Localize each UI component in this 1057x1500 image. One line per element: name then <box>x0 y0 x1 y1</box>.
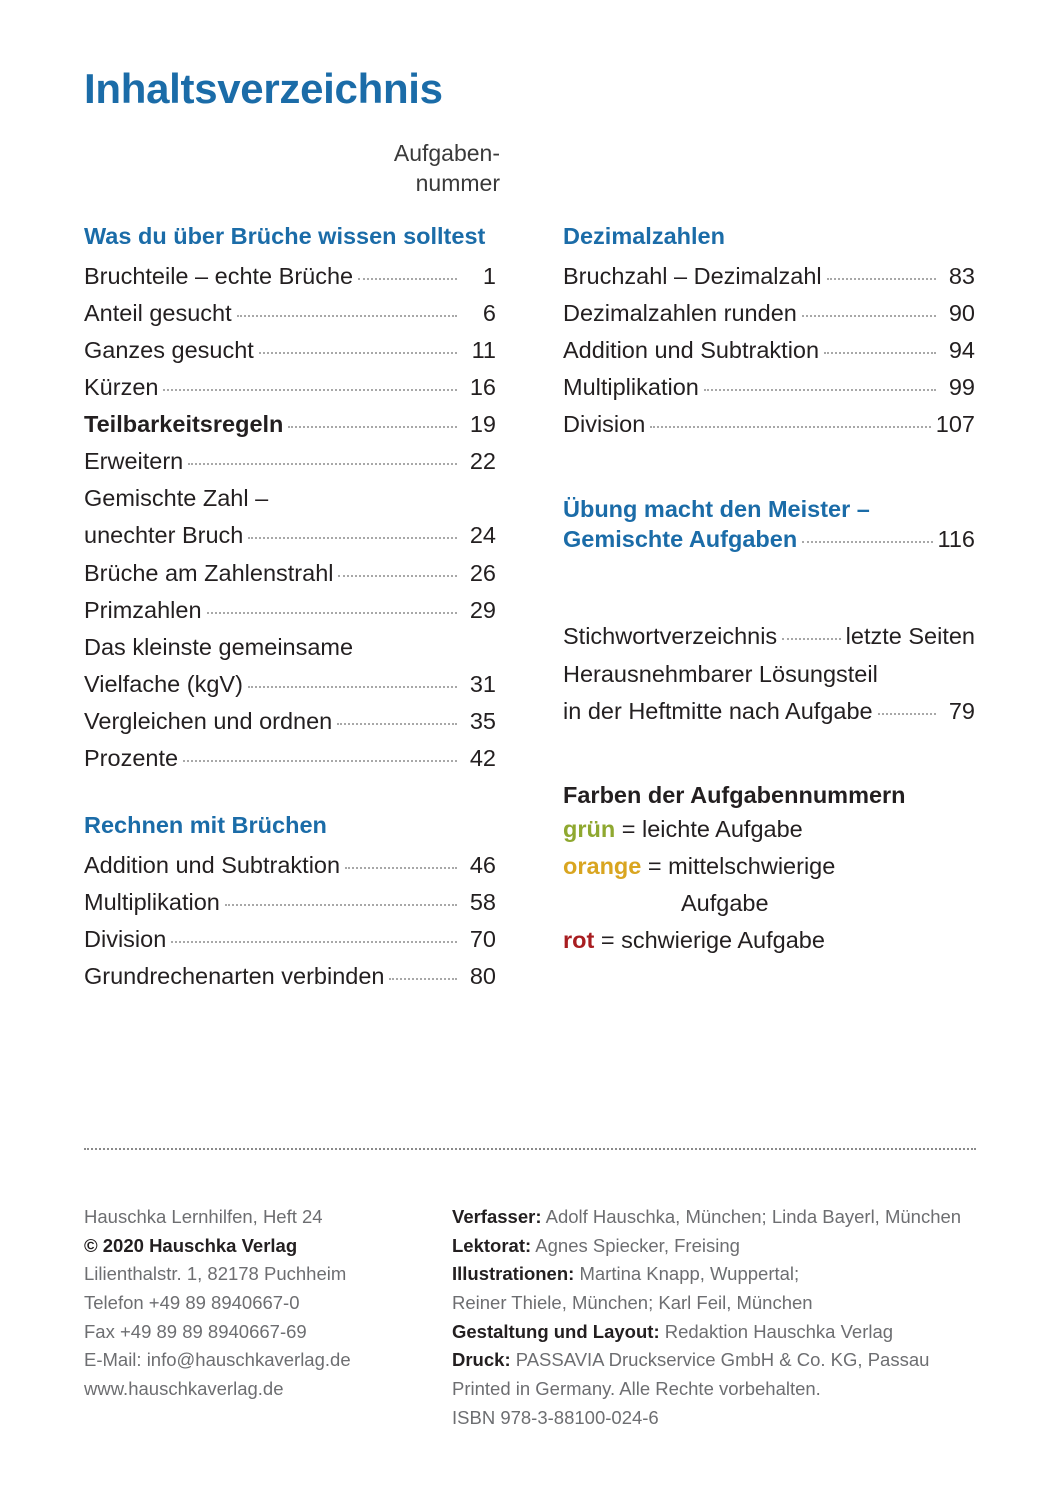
toc-page-number: 26 <box>469 559 496 586</box>
footer-isbn: ISBN 978-3-88100-024-6 <box>452 1406 659 1428</box>
toc-page-number: 99 <box>948 373 975 400</box>
toc-row[interactable] <box>84 666 496 703</box>
toc-label: in der Heftmitte nach Aufgabe <box>563 697 873 724</box>
toc-label: Multiplikation <box>84 889 220 916</box>
legend-keyword-orange: orange <box>563 852 642 879</box>
toc-label: Grundrechenarten verbinden <box>84 963 385 990</box>
dot-leader <box>171 941 457 943</box>
toc-row[interactable] <box>563 369 975 406</box>
toc-page-number: 70 <box>469 926 496 953</box>
toc-page-number: 22 <box>469 448 496 475</box>
toc-label: Addition und Subtraktion <box>84 851 341 878</box>
dot-leader <box>345 867 457 869</box>
footer-address: Lilienthalstr. 1, 82178 Puchheim <box>84 1263 347 1285</box>
toc-row[interactable] <box>84 258 496 295</box>
footer-phone: Telefon +49 89 8940667-0 <box>84 1292 300 1314</box>
toc-label: Multiplikation <box>563 373 699 400</box>
dot-leader <box>259 352 457 354</box>
footer-illustrationen-label: Illustrationen: <box>452 1263 575 1285</box>
toc-row-uebung[interactable] <box>563 525 975 555</box>
dot-leader <box>878 713 936 715</box>
toc-row[interactable] <box>84 921 496 958</box>
legend-text-orange-line2: Aufgabe <box>681 890 769 917</box>
footer-gestaltung-value: Redaktion Hauschka Verlag <box>659 1320 894 1342</box>
footer-series: Hauschka Lernhilfen, Heft 24 <box>84 1206 323 1227</box>
toc-row-stichwortverzeichnis[interactable] <box>563 618 975 655</box>
footer-verfasser <box>452 1203 992 1232</box>
toc-row[interactable] <box>563 258 975 295</box>
footer-illustrationen-line2: Reiner Thiele, München; Karl Feil, München <box>452 1292 813 1314</box>
toc-page-number: 11 <box>471 336 496 363</box>
toc-label: Dezimalzahlen runden <box>563 299 797 326</box>
footer-lektorat <box>452 1232 992 1261</box>
toc-page-number: letzte Seiten <box>845 623 975 650</box>
dot-leader <box>650 426 931 428</box>
dot-leader <box>824 352 936 354</box>
toc-label: Bruchzahl – Dezimalzahl <box>563 262 822 289</box>
toc-page-number: 24 <box>469 522 496 549</box>
toc-page-number: 83 <box>948 262 975 289</box>
dot-leader <box>337 723 457 725</box>
dot-leader <box>183 760 457 762</box>
toc-page-number: 35 <box>469 708 496 735</box>
toc-page-number: 31 <box>469 670 496 697</box>
toc-row-continuation <box>84 629 496 666</box>
toc-row[interactable] <box>84 958 496 995</box>
toc-label-line1: Herausnehmbarer Lösungsteil <box>563 660 878 687</box>
page-title: Inhaltsverzeichnis <box>84 65 443 112</box>
dot-leader <box>704 389 936 391</box>
toc-label: Teilbarkeitsregeln <box>84 411 284 438</box>
toc-row[interactable] <box>84 884 496 921</box>
footer-gestaltung-label: Gestaltung und Layout: <box>452 1320 660 1342</box>
legend-text-gruen: = leichte Aufgabe <box>621 815 803 842</box>
toc-page-number: 79 <box>948 697 975 724</box>
footer-druck-label: Druck: <box>452 1349 511 1371</box>
dot-leader <box>225 904 457 906</box>
toc-row[interactable] <box>84 847 496 884</box>
section-heading-dezimalzahlen: Dezimalzahlen <box>563 223 725 249</box>
footer-verfasser-value: Adolf Hauschka, München; Linda Bayerl, München <box>541 1206 962 1227</box>
toc-page-number: 6 <box>482 299 496 326</box>
aufgabennummer-label <box>260 138 500 199</box>
toc-page-number: 58 <box>469 889 496 916</box>
toc-label: Addition und Subtraktion <box>563 336 820 363</box>
dot-leader <box>288 426 457 428</box>
toc-row[interactable] <box>84 517 496 554</box>
footer-imprint-left <box>84 1203 434 1404</box>
toc-label: Kürzen <box>84 373 159 400</box>
section-heading-rechnen-mit-bruechen: Rechnen mit Brüchen <box>84 812 327 839</box>
toc-label: Primzahlen <box>84 596 202 623</box>
toc-column-right <box>563 222 975 959</box>
footer-imprint-right <box>452 1203 992 1432</box>
footer-copyright: © 2020 Hauschka Verlag <box>84 1234 298 1256</box>
dot-leader <box>188 463 457 465</box>
dot-leader <box>207 612 457 614</box>
dot-leader <box>802 541 932 543</box>
dot-leader <box>827 278 936 280</box>
toc-page-number: 46 <box>469 851 496 878</box>
toc-label: Erweitern <box>84 448 184 475</box>
footer-druck <box>452 1346 992 1375</box>
toc-label: Bruchteile – echte Brüche <box>84 262 354 289</box>
footer-gestaltung <box>452 1318 992 1347</box>
toc-label-line1: Gemischte Zahl – <box>84 485 269 512</box>
dot-leader <box>782 638 840 640</box>
legend-item-rot <box>563 922 975 959</box>
toc-page-number: 80 <box>469 963 496 990</box>
footer-email[interactable]: E-Mail: info@hauschkaverlag.de <box>84 1349 351 1371</box>
toc-label: Ganzes gesucht <box>84 336 254 363</box>
section-heading-uebung-line1: Übung macht den Meister – <box>563 496 870 523</box>
legend-keyword-gruen: grün <box>563 815 616 842</box>
footer-lektorat-label: Lektorat: <box>452 1234 532 1256</box>
toc-label: Division <box>563 411 646 438</box>
toc-row-continuation <box>563 656 975 693</box>
toc-row[interactable] <box>563 406 975 443</box>
dot-leader <box>338 575 457 577</box>
toc-page-number: 90 <box>948 299 975 326</box>
toc-page-number: 94 <box>948 336 975 363</box>
toc-page-number: 16 <box>469 373 496 400</box>
legend-heading: Farben der Aufgabennummern <box>563 781 906 808</box>
dot-leader <box>248 537 457 539</box>
dot-leader <box>163 389 457 391</box>
legend-text-orange: = mittelschwierige <box>647 852 836 879</box>
dot-leader <box>358 278 457 280</box>
dot-leader <box>248 686 457 688</box>
toc-row[interactable] <box>84 592 496 629</box>
toc-row[interactable] <box>563 295 975 332</box>
dot-leader <box>237 315 457 317</box>
toc-label-line1: Das kleinste gemeinsame <box>84 633 354 660</box>
legend-text-rot: = schwierige Aufgabe <box>600 927 825 954</box>
toc-row[interactable] <box>84 295 496 332</box>
toc-page-number: 19 <box>469 411 496 438</box>
toc-label: Vergleichen und ordnen <box>84 708 333 735</box>
toc-column-left <box>84 222 496 995</box>
legend-item-orange <box>563 848 975 885</box>
footer-printed: Printed in Germany. Alle Rechte vorbehalten. <box>452 1378 821 1400</box>
toc-label: Vielfache (kgV) <box>84 670 243 697</box>
toc-page-number: 42 <box>469 745 496 772</box>
toc-row-continuation <box>84 480 496 517</box>
toc-row[interactable] <box>84 406 496 443</box>
toc-page-number: 1 <box>482 262 496 289</box>
toc-row[interactable] <box>563 332 975 369</box>
toc-row[interactable] <box>84 740 496 777</box>
footer-druck-value: PASSAVIA Druckservice GmbH & Co. KG, Passau <box>510 1349 930 1371</box>
toc-row[interactable] <box>84 443 496 480</box>
dot-leader <box>802 315 936 317</box>
toc-label: Gemischte Aufgaben <box>563 525 798 552</box>
toc-page-number: 116 <box>937 525 975 552</box>
toc-label: Stichwortverzeichnis <box>563 623 778 650</box>
toc-row[interactable] <box>84 703 496 740</box>
toc-label: Anteil gesucht <box>84 299 232 326</box>
section-heading-brueche-wissen: Was du über Brüche wissen solltest <box>84 223 486 249</box>
aufgabennummer-line1: Aufgaben- <box>393 140 500 166</box>
toc-label: Division <box>84 926 167 953</box>
toc-page-number: 29 <box>469 596 496 623</box>
legend-item-gruen <box>563 811 975 848</box>
footer-illustrationen <box>452 1260 992 1289</box>
toc-label: unechter Bruch <box>84 522 244 549</box>
toc-page-number: 107 <box>935 411 975 438</box>
footer-lektorat-value: Agnes Spiecker, Freising <box>531 1234 740 1256</box>
footer-verfasser-label: Verfasser: <box>452 1206 542 1227</box>
toc-row-loesungsteil[interactable] <box>563 693 975 730</box>
toc-label: Brüche am Zahlenstrahl <box>84 559 334 586</box>
dot-leader <box>389 978 457 980</box>
toc-row[interactable] <box>84 332 496 369</box>
toc-row[interactable] <box>84 369 496 406</box>
footer-divider <box>84 1148 976 1150</box>
toc-label: Prozente <box>84 745 179 772</box>
legend-keyword-rot: rot <box>563 927 595 954</box>
footer-fax: Fax +49 89 89 8940667-69 <box>84 1320 307 1342</box>
footer-website[interactable]: www.hauschkaverlag.de <box>84 1378 284 1400</box>
footer-illustrationen-value: Martina Knapp, Wuppertal; <box>574 1263 800 1285</box>
aufgabennummer-line2: nummer <box>415 170 500 197</box>
toc-row[interactable] <box>84 555 496 592</box>
